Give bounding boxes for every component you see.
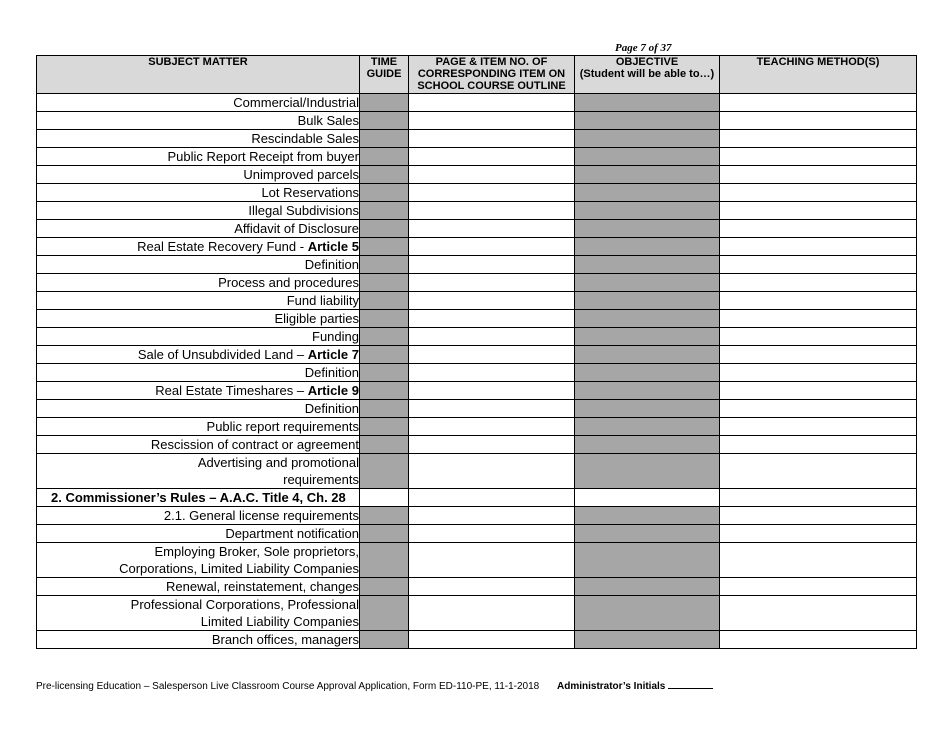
page-item-cell[interactable] [409,596,575,631]
objective-cell[interactable] [575,489,720,507]
teaching-method-cell[interactable] [720,382,917,400]
admin-initials-blank[interactable] [668,679,713,689]
teaching-method-cell[interactable] [720,400,917,418]
objective-cell[interactable] [575,382,720,400]
subject-cell: Lot Reservations [37,184,360,202]
objective-cell[interactable] [575,220,720,238]
admin-initials-label: Administrator’s Initials [557,681,666,692]
time-guide-cell[interactable] [360,184,409,202]
subject-cell: Real Estate Recovery Fund - Article 5 [37,238,360,256]
time-guide-cell[interactable] [360,596,409,631]
objective-cell[interactable] [575,525,720,543]
time-guide-cell[interactable] [360,94,409,112]
table-row [37,274,917,292]
subject-cell: 2.1. General license requirements [37,507,360,525]
page-item-cell[interactable] [409,184,575,202]
time-guide-cell[interactable] [360,578,409,596]
table-row [37,112,917,130]
objective-cell[interactable] [575,543,720,578]
objective-cell[interactable] [575,328,720,346]
header-objective: OBJECTIVE (Student will be able to…) [575,56,720,94]
page-item-cell[interactable] [409,631,575,649]
teaching-method-cell[interactable] [720,596,917,631]
time-guide-cell[interactable] [360,543,409,578]
time-guide-cell[interactable] [360,454,409,489]
teaching-method-cell[interactable] [720,454,917,489]
table-row [37,346,917,364]
page-item-cell[interactable] [409,274,575,292]
subject-cell: Advertising and promotional requirements [37,454,360,489]
page-footer [36,679,713,692]
subject-cell: Department notification [37,525,360,543]
page-item-cell[interactable] [409,292,575,310]
page-item-cell[interactable] [409,256,575,274]
table-row [37,596,917,631]
table-row [37,525,917,543]
table-row [37,310,917,328]
table-row [37,256,917,274]
subject-cell: Public report requirements [37,418,360,436]
page-item-cell[interactable] [409,543,575,578]
time-guide-cell[interactable] [360,202,409,220]
teaching-method-cell[interactable] [720,274,917,292]
objective-cell[interactable] [575,112,720,130]
teaching-method-cell[interactable] [720,256,917,274]
subject-cell: Renewal, reinstatement, changes [37,578,360,596]
time-guide-cell[interactable] [360,130,409,148]
subject-cell: Rescission of contract or agreement [37,436,360,454]
table-row [37,436,917,454]
page-item-cell[interactable] [409,310,575,328]
table-row [37,220,917,238]
table-row [37,631,917,649]
teaching-method-cell[interactable] [720,148,917,166]
table-row [37,292,917,310]
page-item-cell[interactable] [409,418,575,436]
table-row [37,400,917,418]
teaching-method-cell[interactable] [720,631,917,649]
objective-cell[interactable] [575,436,720,454]
page-item-cell[interactable] [409,220,575,238]
time-guide-cell[interactable] [360,220,409,238]
subject-cell: Affidavit of Disclosure [37,220,360,238]
time-guide-cell[interactable] [360,238,409,256]
page-item-cell[interactable] [409,525,575,543]
page-item-cell[interactable] [409,489,575,507]
time-guide-cell[interactable] [360,256,409,274]
teaching-method-cell[interactable] [720,310,917,328]
teaching-method-cell[interactable] [720,220,917,238]
teaching-method-cell[interactable] [720,166,917,184]
page-item-cell[interactable] [409,436,575,454]
teaching-method-cell[interactable] [720,346,917,364]
teaching-method-cell[interactable] [720,202,917,220]
page-item-cell[interactable] [409,382,575,400]
teaching-method-cell[interactable] [720,543,917,578]
page-item-cell[interactable] [409,238,575,256]
page-item-cell[interactable] [409,148,575,166]
objective-cell[interactable] [575,130,720,148]
objective-cell[interactable] [575,310,720,328]
subject-cell: Definition [37,364,360,382]
table-row [37,202,917,220]
page-item-cell[interactable] [409,202,575,220]
time-guide-cell[interactable] [360,436,409,454]
header-time-guide: TIME GUIDE [360,56,409,94]
subject-cell: Branch offices, managers [37,631,360,649]
section-heading: 2. Commissioner’s Rules – A.A.C. Title 4, Ch. 28 [37,489,360,507]
time-guide-cell[interactable] [360,400,409,418]
objective-cell[interactable] [575,507,720,525]
page-item-cell[interactable] [409,454,575,489]
time-guide-cell[interactable] [360,418,409,436]
subject-cell: Funding [37,328,360,346]
table-body [37,94,917,649]
time-guide-cell[interactable] [360,507,409,525]
subject-cell: Sale of Unsubdivided Land – Article 7 [37,346,360,364]
teaching-method-cell[interactable] [720,578,917,596]
teaching-method-cell[interactable] [720,525,917,543]
teaching-method-cell[interactable] [720,436,917,454]
teaching-method-cell[interactable] [720,184,917,202]
objective-cell[interactable] [575,256,720,274]
subject-cell: Process and procedures [37,274,360,292]
objective-cell[interactable] [575,202,720,220]
page-item-cell[interactable] [409,364,575,382]
header-teaching-methods: TEACHING METHOD(S) [720,56,917,94]
page-number: Page 7 of 37 [615,42,672,54]
time-guide-cell[interactable] [360,328,409,346]
subject-cell: Professional Corporations, Professional Limited Liability Companies [37,596,360,631]
page-item-cell[interactable] [409,346,575,364]
objective-cell[interactable] [575,631,720,649]
teaching-method-cell[interactable] [720,364,917,382]
time-guide-cell[interactable] [360,525,409,543]
time-guide-cell[interactable] [360,148,409,166]
objective-cell[interactable] [575,578,720,596]
table-row [37,418,917,436]
page-item-cell[interactable] [409,328,575,346]
objective-cell[interactable] [575,184,720,202]
objective-cell[interactable] [575,364,720,382]
table-row [37,382,917,400]
page-item-cell[interactable] [409,94,575,112]
page-item-cell[interactable] [409,130,575,148]
objective-cell[interactable] [575,166,720,184]
time-guide-cell[interactable] [360,631,409,649]
page-item-cell[interactable] [409,507,575,525]
header-subject-matter: SUBJECT MATTER [37,56,360,94]
time-guide-cell[interactable] [360,364,409,382]
teaching-method-cell[interactable] [720,238,917,256]
time-guide-cell[interactable] [360,112,409,130]
page-item-cell[interactable] [409,400,575,418]
objective-cell[interactable] [575,94,720,112]
table-row [37,578,917,596]
objective-cell[interactable] [575,418,720,436]
time-guide-cell[interactable] [360,382,409,400]
teaching-method-cell[interactable] [720,112,917,130]
subject-cell: Definition [37,256,360,274]
time-guide-cell[interactable] [360,310,409,328]
time-guide-cell[interactable] [360,292,409,310]
teaching-method-cell[interactable] [720,507,917,525]
table-row [37,238,917,256]
teaching-method-cell[interactable] [720,94,917,112]
table-row [37,543,917,578]
subject-cell: Unimproved parcels [37,166,360,184]
teaching-method-cell[interactable] [720,418,917,436]
teaching-method-cell[interactable] [720,489,917,507]
form-reference: Pre-licensing Education – Salesperson Live Classroom Course Approval Application, Form ED-110-PE, 11-1-2018 [36,681,540,692]
subject-cell: Employing Broker, Sole proprietors, Corporations, Limited Liability Companies [37,543,360,578]
course-outline-table [36,55,917,649]
table-row [37,328,917,346]
subject-cell: Illegal Subdivisions [37,202,360,220]
table-row [37,184,917,202]
objective-cell[interactable] [575,292,720,310]
table-row [37,130,917,148]
page-item-cell[interactable] [409,112,575,130]
header-row [37,56,917,94]
subject-cell: Rescindable Sales [37,130,360,148]
objective-cell[interactable] [575,454,720,489]
table-row [37,148,917,166]
time-guide-cell[interactable] [360,346,409,364]
subject-cell: Bulk Sales [37,112,360,130]
table-row [37,166,917,184]
teaching-method-cell[interactable] [720,130,917,148]
objective-cell[interactable] [575,400,720,418]
header-page-item: PAGE & ITEM NO. OF CORRESPONDING ITEM ON SCHOOL COURSE OUTLINE [409,56,575,94]
subject-cell: Eligible parties [37,310,360,328]
page-item-cell[interactable] [409,166,575,184]
objective-cell[interactable] [575,274,720,292]
time-guide-cell[interactable] [360,166,409,184]
objective-cell[interactable] [575,346,720,364]
page-item-cell[interactable] [409,578,575,596]
time-guide-cell[interactable] [360,274,409,292]
subject-cell: Real Estate Timeshares – Article 9 [37,382,360,400]
objective-cell[interactable] [575,238,720,256]
time-guide-cell[interactable] [360,489,409,507]
subject-cell: Public Report Receipt from buyer [37,148,360,166]
subject-cell: Definition [37,400,360,418]
subject-cell: Commercial/Industrial [37,94,360,112]
table-row [37,364,917,382]
teaching-method-cell[interactable] [720,328,917,346]
table-row [37,94,917,112]
objective-cell[interactable] [575,148,720,166]
teaching-method-cell[interactable] [720,292,917,310]
subject-cell: Fund liability [37,292,360,310]
table-row [37,507,917,525]
objective-cell[interactable] [575,596,720,631]
table-row [37,489,917,507]
table-row [37,454,917,489]
